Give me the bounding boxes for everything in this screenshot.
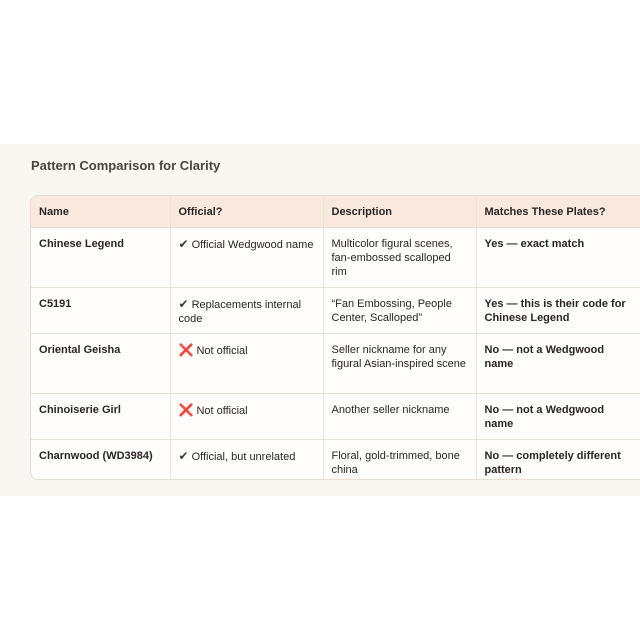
cell-name: Oriental Geisha <box>31 334 170 394</box>
table-row <box>31 440 640 481</box>
section-title: Pattern Comparison for Clarity <box>31 158 221 173</box>
cell-matches: No — not a Wedgwood name <box>476 334 640 394</box>
cell-official <box>170 334 323 394</box>
cell-description: Another seller nickname <box>323 394 476 440</box>
table-row <box>31 288 640 334</box>
cell-description: “Fan Embossing, People Center, Scalloped” <box>323 288 476 334</box>
cell-matches: Yes — exact match <box>476 228 640 288</box>
table-header-row <box>31 196 640 228</box>
header-matches: Matches These Plates? <box>476 196 640 228</box>
cell-name: C5191 <box>31 288 170 334</box>
table-row <box>31 334 640 394</box>
check-icon: ✔ <box>178 449 189 463</box>
cell-matches: No — not a Wedgwood name <box>476 394 640 440</box>
cell-description: Floral, gold-trimmed, bone china <box>323 440 476 481</box>
header-description: Description <box>323 196 476 228</box>
official-text: Not official <box>196 405 248 417</box>
official-text: Replacements internal code <box>178 299 302 325</box>
header-official: Official? <box>170 196 323 228</box>
comparison-panel <box>0 144 640 496</box>
cell-name: Charnwood (WD3984) <box>31 440 170 481</box>
cell-official <box>170 288 323 334</box>
check-icon: ✔ <box>178 297 189 311</box>
cell-description: Multicolor figural scenes, fan-embossed scalloped rim <box>323 228 476 288</box>
comparison-table <box>31 196 640 480</box>
comparison-table-container <box>30 195 640 480</box>
cell-official <box>170 228 323 288</box>
check-icon: ✔ <box>178 237 189 251</box>
x-mark-icon: ❌ <box>178 343 194 357</box>
cell-name: Chinoiserie Girl <box>31 394 170 440</box>
cell-name: Chinese Legend <box>31 228 170 288</box>
table-row <box>31 228 640 288</box>
cell-description: Seller nickname for any figural Asian-inspired scene <box>323 334 476 394</box>
official-text: Not official <box>196 345 248 357</box>
cell-official <box>170 394 323 440</box>
x-mark-icon: ❌ <box>178 403 194 417</box>
cell-matches: No — completely different pattern <box>484 450 621 476</box>
official-text: Official, but unrelated <box>191 451 296 463</box>
cell-matches: Yes — this is their code for Chinese Legend <box>476 288 640 334</box>
cell-official <box>170 440 323 481</box>
header-name: Name <box>31 196 170 228</box>
official-text: Official Wedgwood name <box>191 239 314 251</box>
table-row <box>31 394 640 440</box>
